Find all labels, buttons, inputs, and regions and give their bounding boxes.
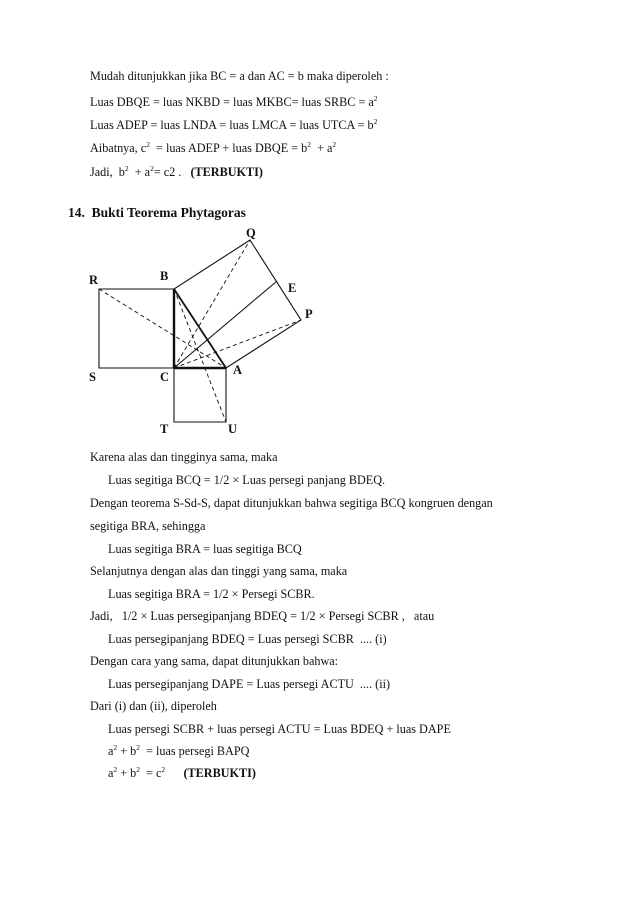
label-p: P	[305, 307, 313, 321]
label-u: U	[228, 422, 238, 436]
eq-a: a	[108, 744, 114, 758]
terbukti-label: (TERBUKTI)	[190, 165, 263, 179]
superscript: 2	[161, 765, 166, 774]
superscript: 2	[113, 765, 118, 774]
proof-line-6: Selanjutnya dengan alas dan tinggi yang sama, maka	[90, 564, 348, 578]
label-t: T	[160, 422, 169, 436]
eq-rest: = luas persegi BAPQ	[139, 744, 250, 758]
label-s: S	[89, 370, 96, 384]
eq-c: = c	[139, 766, 162, 780]
proof-line-15	[108, 766, 256, 781]
intro-line-1: Mudah ditunjukkan jika BC = a dan AC = b maka diperoleh :	[90, 69, 389, 83]
proof-line-12: Dari (i) dan (ii), diperoleh	[90, 699, 217, 713]
superscript: 2	[332, 140, 337, 149]
section-title: Bukti Teorema Phytagoras	[91, 205, 246, 220]
proof-line-9: Luas persegipanjang BDEQ = Luas persegi SCBR .... (i)	[108, 632, 387, 646]
superscript: 2	[146, 140, 150, 149]
label-c: C	[160, 370, 170, 384]
superscript: 2	[113, 743, 118, 752]
proof-line-1: Karena alas dan tingginya sama, maka	[90, 450, 278, 464]
superscript: 2	[307, 140, 311, 149]
label-e: E	[288, 281, 297, 295]
intro-line-5-text-b: + a	[128, 165, 151, 179]
proof-line-5: Luas segitiga BRA = luas segitiga BCQ	[108, 542, 302, 556]
proof-line-8: Jadi, 1/2 × Luas persegipanjang BDEQ = 1/2 × Persegi SCBR , atau	[90, 609, 435, 623]
proof-line-7: Luas segitiga BRA = 1/2 × Persegi SCBR.	[108, 587, 315, 601]
square-actu	[174, 368, 226, 422]
eq-a: a	[108, 766, 114, 780]
line-ce	[174, 281, 277, 368]
proof-line-11: Luas persegipanjang DAPE = Luas persegi ACTU .... (ii)	[108, 677, 391, 691]
dashed-ra	[99, 289, 226, 368]
proof-line-3: Dengan teorema S-Sd-S, dapat ditunjukkan bahwa segitiga BCQ kongruen dengan	[90, 496, 493, 510]
superscript: 2	[136, 743, 140, 752]
intro-line-4-text-a: Aibatnya, c	[90, 141, 147, 155]
eq-b: + b	[117, 766, 137, 780]
superscript: 2	[373, 117, 378, 126]
eq-b: + b	[117, 744, 137, 758]
proof-line-2: Luas segitiga BCQ = 1/2 × Luas persegi panjang BDEQ.	[108, 473, 386, 487]
square-scbr	[99, 289, 174, 368]
label-b: B	[160, 269, 169, 283]
proof-line-13: Luas persegi SCBR + luas persegi ACTU = Luas BDEQ + luas DAPE	[108, 722, 451, 736]
intro-line-2-text: Luas DBQE = luas NKBD = luas MKBC= luas SRBC = a	[90, 95, 374, 109]
superscript: 2	[150, 164, 154, 173]
intro-line-5-text-a: Jadi, b	[90, 165, 125, 179]
dashed-cq	[174, 240, 250, 368]
section-number: 14.	[68, 205, 85, 220]
intro-line-3-text: Luas ADEP = luas LNDA = luas LMCA = luas UTCA = b	[90, 118, 374, 132]
intro-line-5-text-c: = c2 .	[153, 165, 191, 179]
proof-line-10: Dengan cara yang sama, dapat ditunjukkan bahwa:	[90, 654, 339, 668]
superscript: 2	[373, 94, 378, 103]
square-bapq	[174, 240, 301, 368]
terbukti-label: (TERBUKTI)	[183, 766, 256, 780]
label-r: R	[89, 273, 99, 287]
gap	[165, 766, 183, 780]
proof-line-4: segitiga BRA, sehingga	[90, 519, 206, 533]
intro-line-4-text-b: = luas ADEP + luas DBQE = b	[149, 141, 308, 155]
proof-line-14	[108, 744, 249, 759]
label-q: Q	[246, 226, 256, 240]
label-a: A	[233, 363, 243, 377]
superscript: 2	[136, 765, 140, 774]
superscript: 2	[124, 164, 129, 173]
intro-line-4-text-c: + a	[310, 141, 333, 155]
